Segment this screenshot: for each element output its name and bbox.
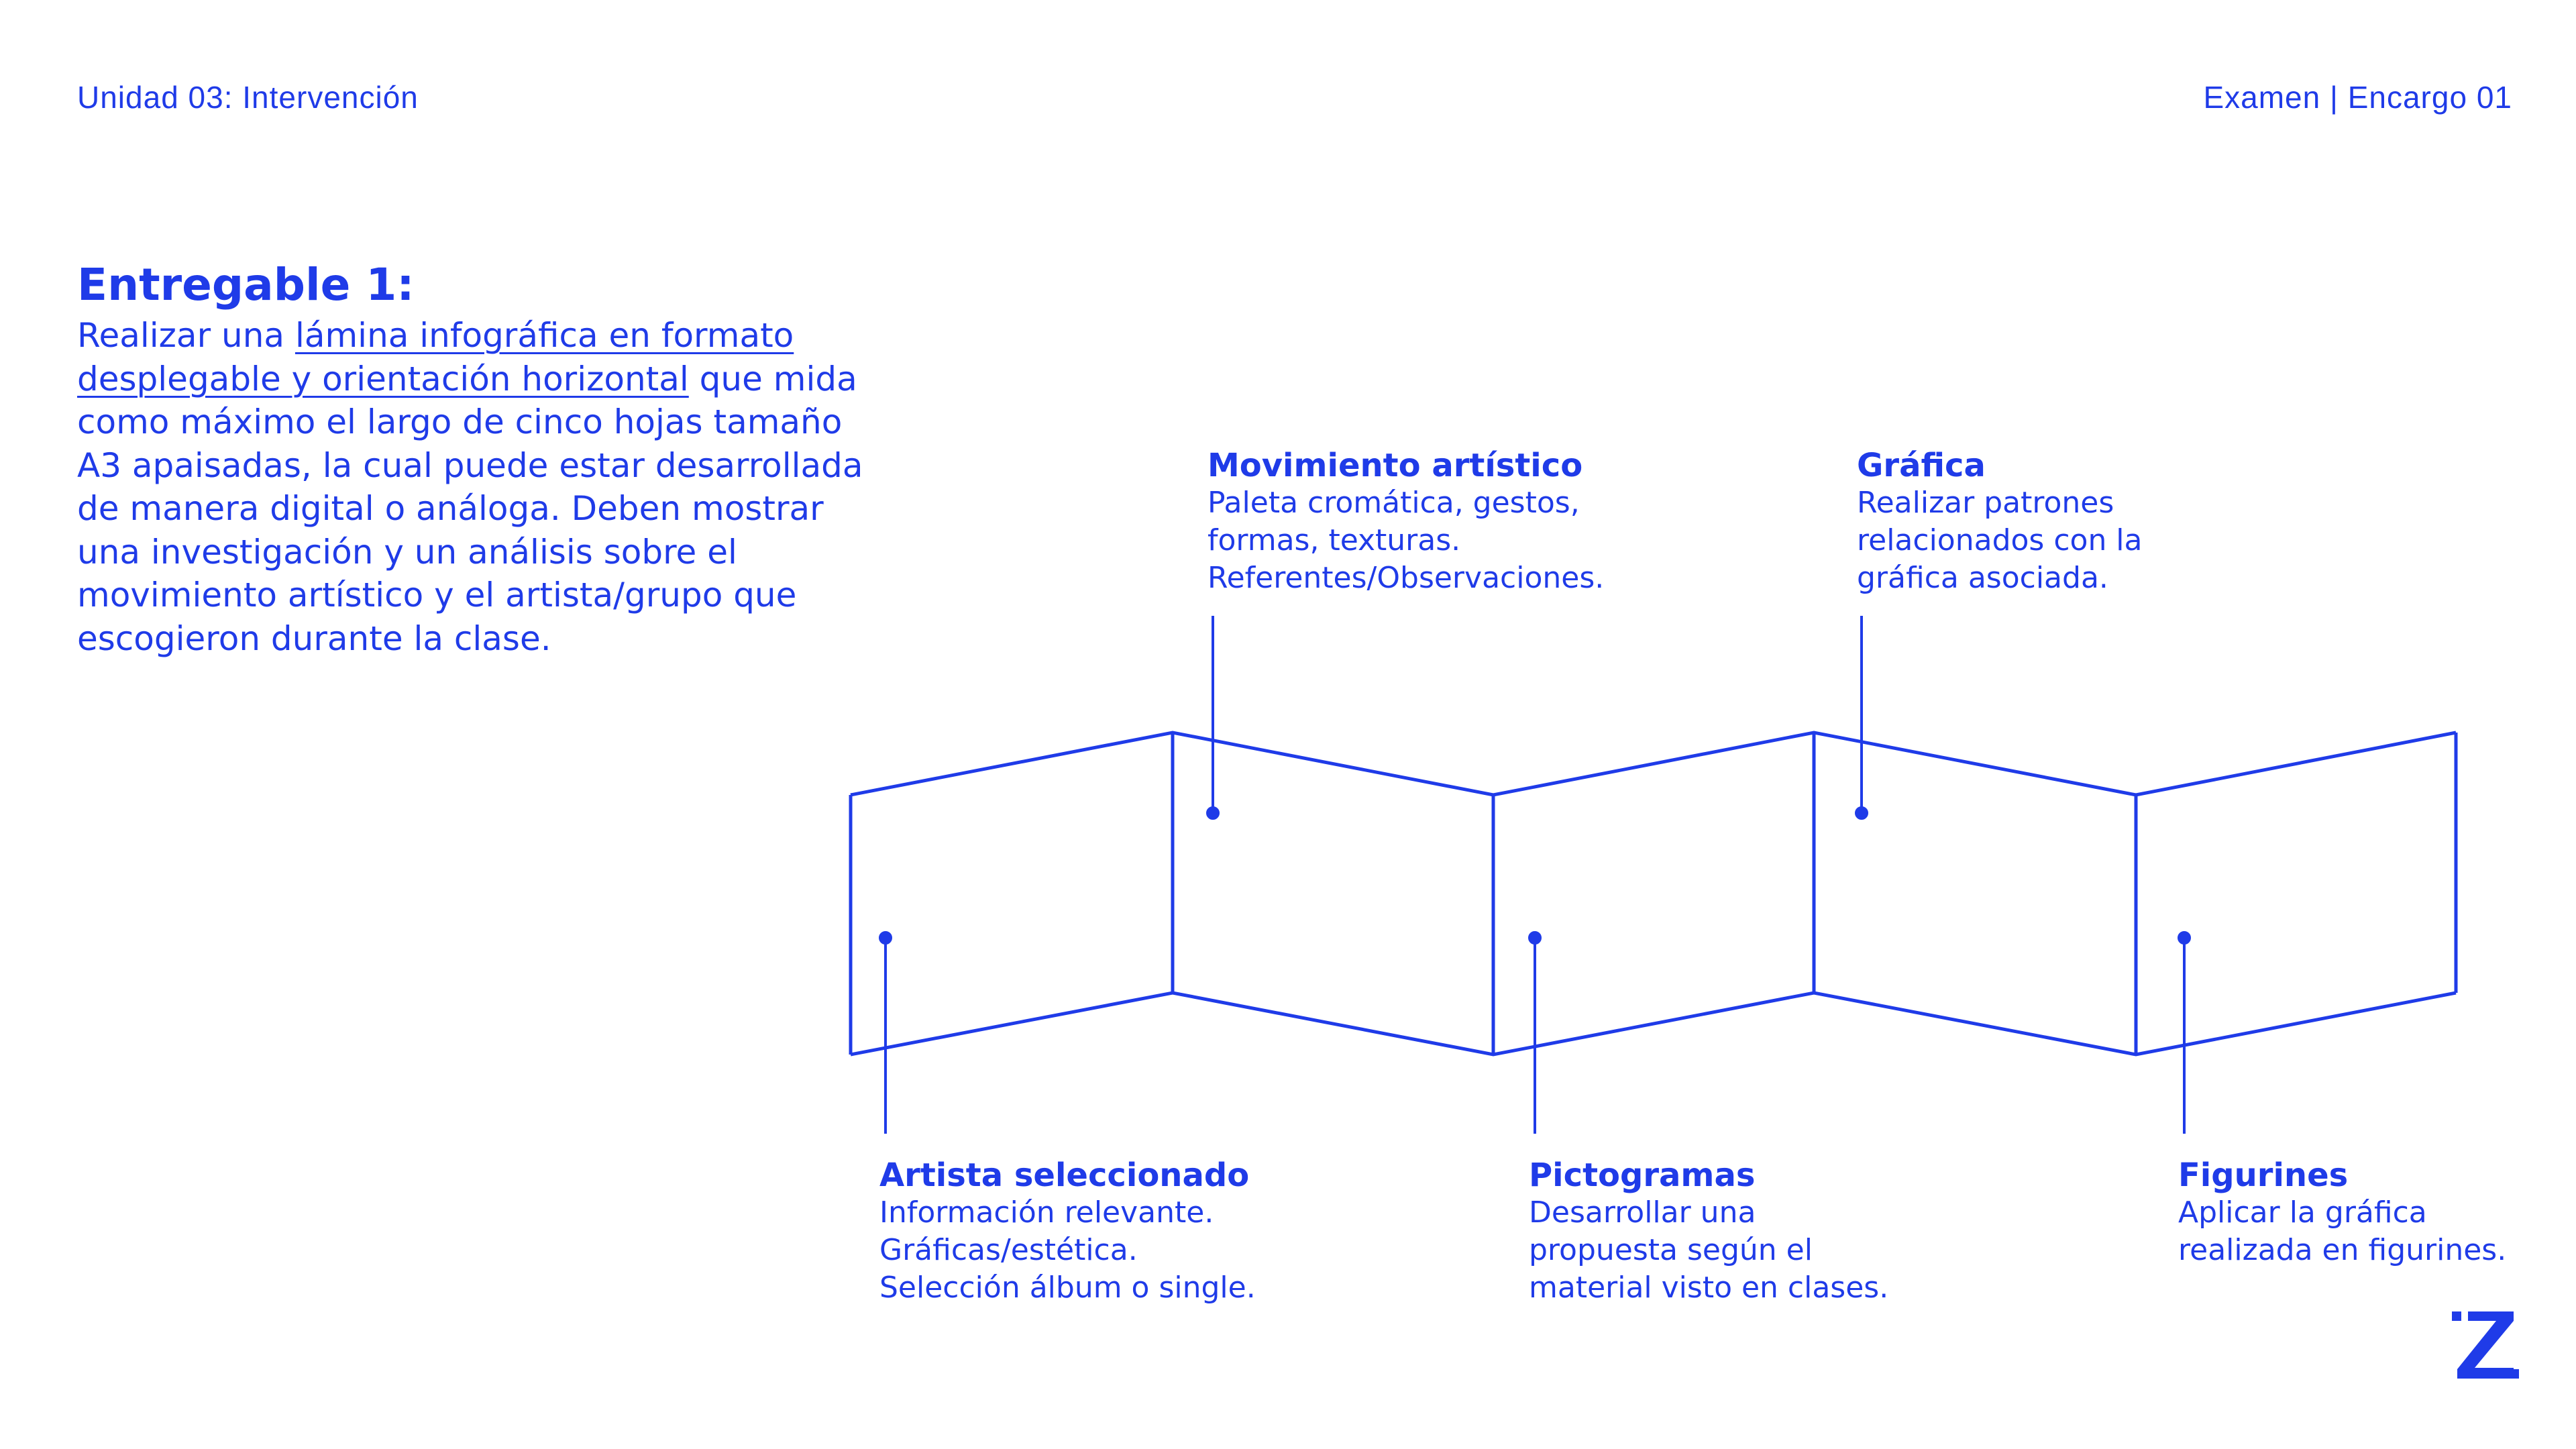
label-pictogramas-desc: Desarrollar una propuesta según el material visto en clases. <box>1529 1195 1889 1305</box>
label-pictogramas-title: Pictogramas <box>1529 1157 1756 1194</box>
unit-title: Unidad 03: Intervención <box>77 80 419 115</box>
leader-dot-artista <box>880 932 891 943</box>
leader-dot-figurines <box>2179 932 2190 943</box>
description-underlined-text: lámina infográfica en formato desplegable y orientación horizontal <box>77 316 794 398</box>
z-logo-icon <box>2452 1311 2519 1379</box>
label-grafica <box>1857 447 2143 597</box>
label-artista-title: Artista seleccionado <box>879 1157 1250 1194</box>
exam-label: Examen | Encargo 01 <box>2203 80 2512 115</box>
label-movimiento <box>1208 447 1604 597</box>
description-text-end: que mida como máximo el largo de cinco hojas tamaño A3 apaisadas, la cual puede estar desarrollada de manera digital o análoga. Deben mostrar una investigación y un análisis sobre el movimiento artístico y el artista/grupo que escogieron durante la clase. <box>77 359 863 658</box>
leader-dot-pictogramas <box>1529 932 1540 943</box>
label-artista-desc: Información relevante. Gráficas/estética. Selección álbum o single. <box>879 1195 1256 1305</box>
label-artista <box>879 1157 1256 1307</box>
label-movimiento-title: Movimiento artístico <box>1208 447 1583 484</box>
label-movimiento-desc: Paleta cromática, gestos, formas, texturas. Referentes/Observaciones. <box>1208 486 1605 595</box>
foldout-bottom-edge <box>851 993 2456 1055</box>
label-figurines <box>2178 1157 2506 1269</box>
foldout-top-edge <box>851 733 2456 795</box>
label-figurines-title: Figurines <box>2178 1157 2349 1194</box>
leader-dot-movimiento <box>1208 808 1218 818</box>
entregable-title: Entregable 1: <box>77 259 415 311</box>
label-pictogramas <box>1529 1157 1888 1307</box>
label-grafica-desc: Realizar patrones relacionados con la gráfica asociada. <box>1857 486 2143 595</box>
leader-dot-grafica <box>1856 808 1867 818</box>
label-grafica-title: Gráfica <box>1857 447 1986 484</box>
description-text-start: Realizar una <box>77 316 295 355</box>
label-figurines-desc: Aplicar la gráfica realizada en figurines. <box>2178 1195 2507 1267</box>
